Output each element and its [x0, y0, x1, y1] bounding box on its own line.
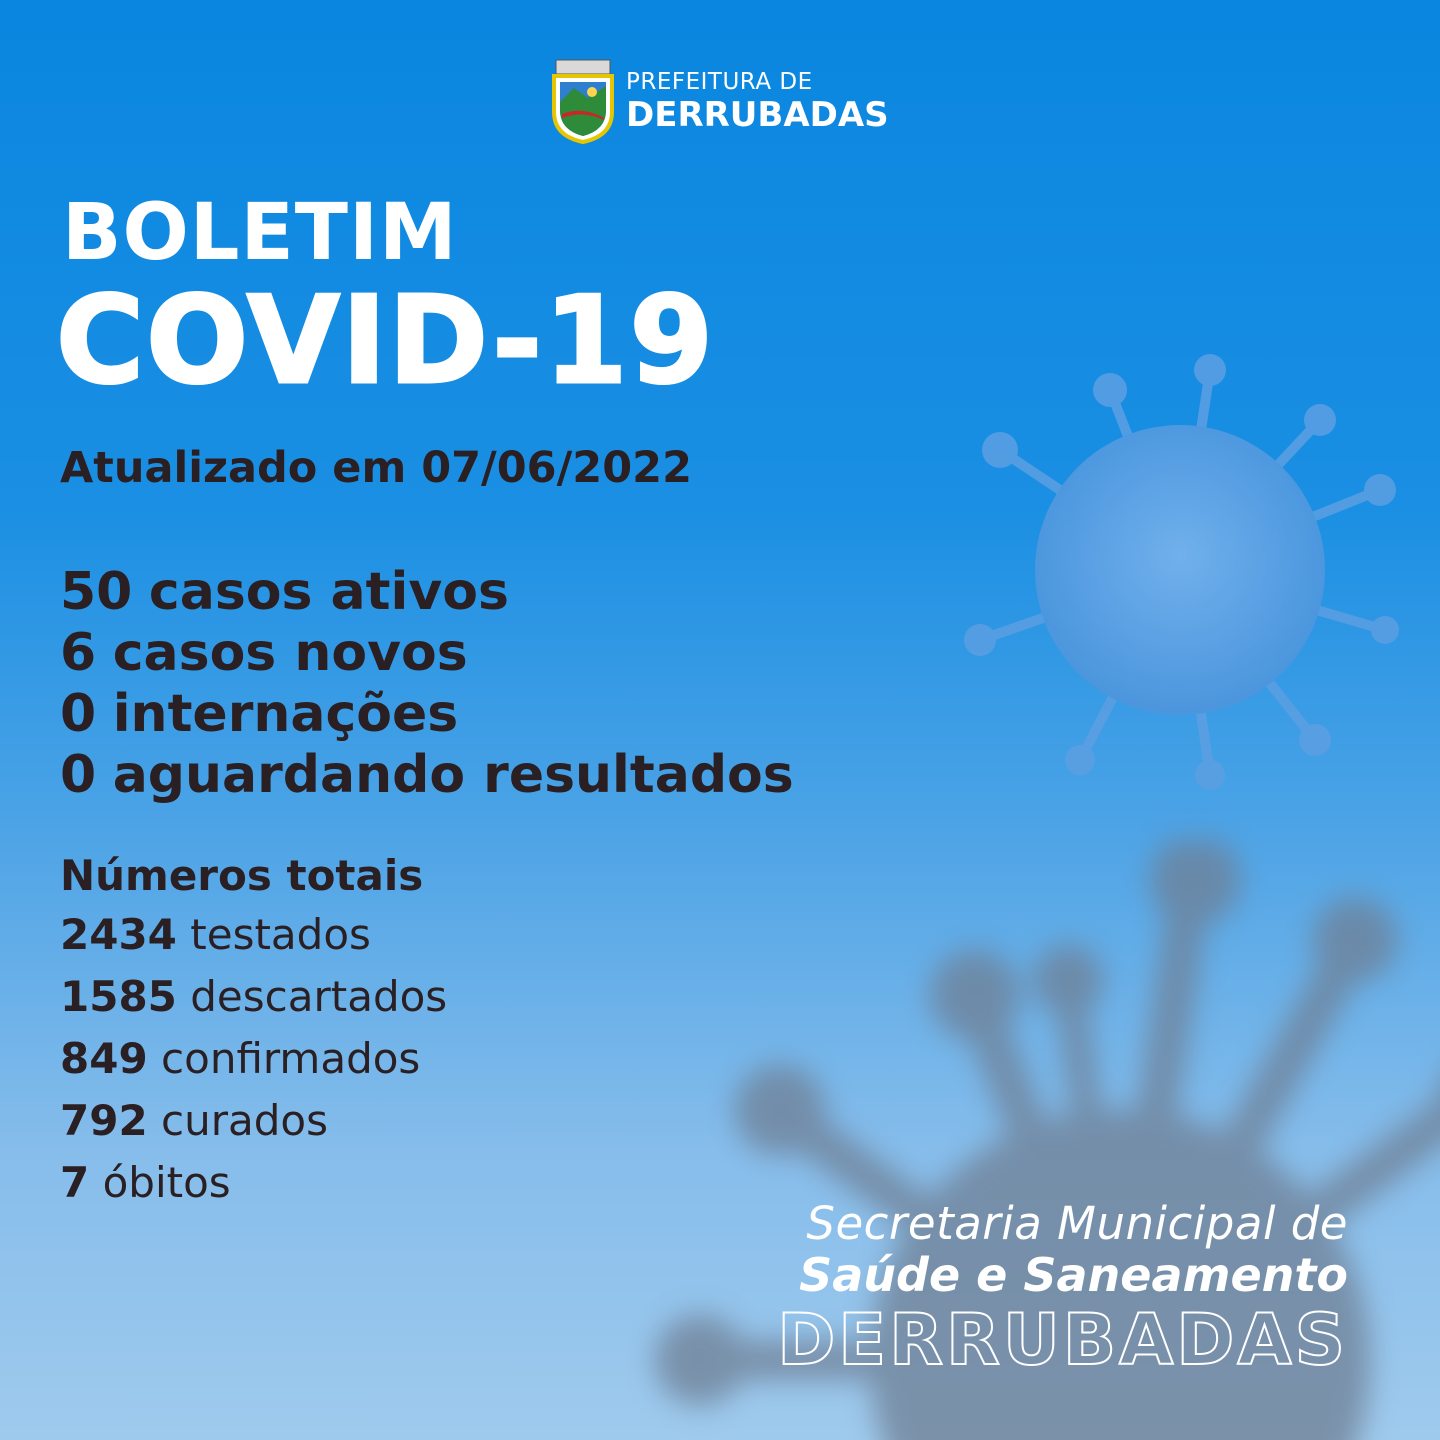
updated-date: Atualizado em 07/06/2022 [60, 443, 692, 493]
totals-heading: Números totais [60, 851, 424, 900]
total-tested [60, 904, 447, 966]
stat-awaiting-results [60, 745, 794, 806]
stat-number: 50 [60, 562, 133, 622]
logo-text [626, 68, 889, 135]
municipal-coat-of-arms-icon [548, 58, 618, 144]
stat-label: casos ativos [148, 562, 509, 622]
total-label: testados [190, 910, 371, 959]
stat-active-cases [60, 562, 794, 623]
total-discarded [60, 966, 447, 1028]
title-covid: COVID-19 [56, 272, 716, 411]
current-stats [60, 562, 794, 806]
department-line-derrubadas: DERRUBADAS [777, 1299, 1348, 1381]
total-number: 792 [60, 1096, 148, 1145]
prefeitura-logo [548, 58, 889, 144]
title-boletim: BOLETIM [62, 188, 458, 278]
virus-illustration-icon [960, 350, 1400, 790]
stat-label: casos novos [112, 623, 468, 683]
stat-number: 6 [60, 623, 97, 683]
total-stats [60, 848, 447, 1214]
logo-line-derrubadas: DERRUBADAS [626, 94, 889, 135]
stat-label: internações [112, 684, 459, 744]
total-recovered [60, 1090, 447, 1152]
total-number: 7 [60, 1158, 90, 1207]
total-label: curados [161, 1096, 328, 1145]
stat-new-cases [60, 623, 794, 684]
stat-number: 0 [60, 684, 97, 744]
health-department-signature [777, 1198, 1348, 1380]
department-line-secretaria: Secretaria Municipal de [806, 1197, 1348, 1250]
total-deaths [60, 1152, 447, 1214]
total-confirmed [60, 1028, 447, 1090]
total-number: 1585 [60, 972, 177, 1021]
logo-line-prefeitura: PREFEITURA DE [626, 68, 813, 95]
total-number: 849 [60, 1034, 148, 1083]
stat-hospitalizations [60, 684, 794, 745]
department-line-saude: Saúde e Saneamento [799, 1248, 1348, 1302]
total-label: óbitos [102, 1158, 231, 1207]
stat-label: aguardando resultados [112, 745, 794, 805]
total-number: 2434 [60, 910, 177, 959]
total-label: confirmados [161, 1034, 421, 1083]
stat-number: 0 [60, 745, 97, 805]
total-label: descartados [190, 972, 448, 1021]
